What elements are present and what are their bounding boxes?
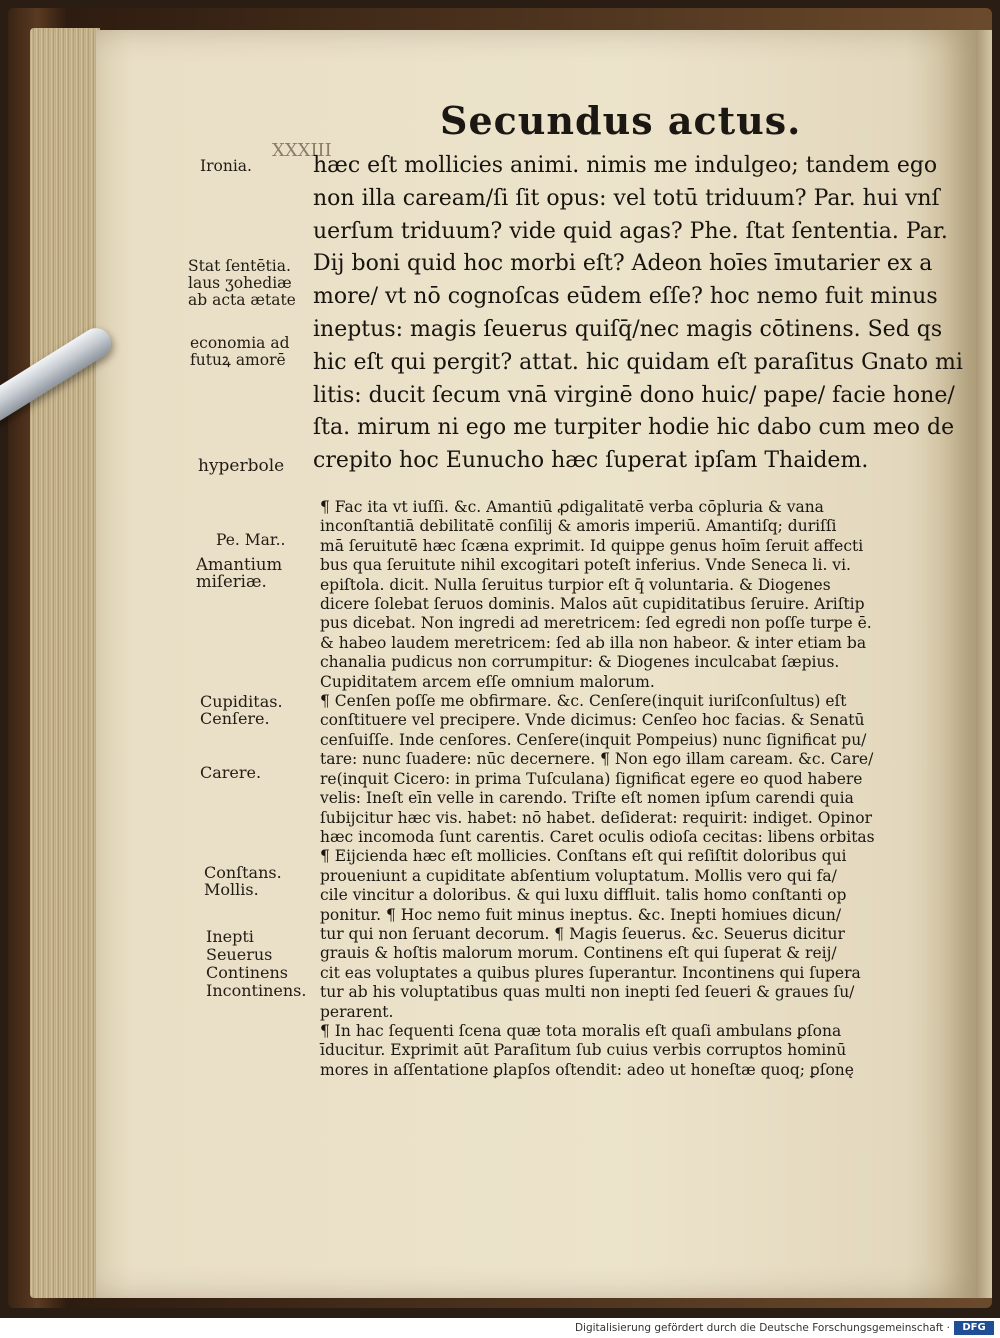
page-edges [30, 28, 100, 1298]
margin-note-hyperbole: hyperbole [198, 456, 285, 476]
main-line: ſta. mirum ni ego me turpiter hodie hic dabo cum meo de [313, 415, 955, 441]
main-line: crepito hoc Eunucho hæc ſuperat ipſam Thaidem. [313, 448, 869, 474]
commentary-line: mā ſeruitutē hæc ſcæna exprimit. Id quippe genus hoīm ſeruit affecti [320, 536, 864, 555]
commentary-line: ſubijcitur hæc vis. habet: nō habet. deſiderat: requirit: indiget. Opinor [320, 808, 873, 827]
commentary-line: ¶ Eijcienda hæc eſt mollicies. Conſtans eſt qui reſiſtit doloribus qui [320, 847, 847, 866]
main-line: litis: ducit ſecum vnā virginē dono huic/ pape/ facie hone/ [313, 382, 955, 408]
commentary-line: ¶ In hac ſequenti ſcena quæ tota moralis eſt quaſi ambulans ꝑſona [320, 1021, 842, 1040]
margin-note-economia: economia ad futuꝝ amorē [190, 334, 290, 369]
folio-number: XXXIII [272, 140, 332, 161]
commentary-line: chanalia pudicus non corrumpitur: & Diogenes inculcabat ſæpius. [320, 653, 840, 672]
commentary-line: hæc incomoda ſunt carentis. Caret oculis odioſa cecitas: libens orbitas [320, 827, 875, 846]
commentary-line: grauis & hoſtis malorum morum. Continens eſt qui ſuperat & reij/ [320, 944, 837, 963]
commentary-line: re(inquit Cicero: in prima Tuſculana) ſignificat egere eo quod habere [320, 769, 863, 788]
margin-note-pe-mar: Pe. Mar.. [216, 531, 286, 549]
margin-note-inepti: Inepti Seuerus Continens Incontinens. [206, 927, 307, 1000]
commentary-line: ¶ Fac ita vt iuſſi. &c. Amantiū ꝓdigalitatē verba cōpluria & vana [320, 498, 824, 516]
commentary-line: Cupiditatem arcem eſſe omnium malorum. [320, 672, 655, 691]
main-line: uerſum triduum? vide quid agas? Phe. ſtat ſententia. Par. [313, 218, 948, 244]
dfg-logo: DFG [954, 1321, 994, 1335]
commentary-line: tur ab his voluptatibus quas multi non inepti ſed ſeueri & graues ſu/ [320, 983, 855, 1002]
main-line: hæc eſt mollicies animi. nimis me indulgeo; tandem ego [313, 153, 938, 178]
commentary-line: ponitur. ¶ Hoc nemo fuit minus ineptus. &c. Inepti homiues dicun/ [320, 905, 842, 924]
commentary-line: inconſtantiā debilitatē conſilij & amoris imperiū. Amantiſq; duriſſi [320, 517, 837, 536]
margin-note-constans: Conſtans. Mollis. [204, 863, 282, 899]
commentary-line: bus qua ſeruitute nihil excogitari poteſt inferius. Vnde Seneca li. vi. [320, 556, 851, 575]
commentary-line: epiſtola. dicit. Nulla ſeruitus turpior eſt q̄ voluntaria. & Diogenes [320, 575, 831, 594]
margin-note-stat-sententia: Stat ſentētia. laus ʒohediæ ab acta ætate [188, 257, 296, 309]
commentary-line: cit eas voluptates a quibus plures ſuperantur. Incontinens qui ſupera [320, 963, 861, 982]
commentary-line: dicere ſolebat ſeruos dominis. Malos aūt cupiditatibus ſeruire. Ariſtip [320, 595, 865, 614]
main-line: ineptus: magis ſeuerus quiſq̄/nec magis cōtinens. Sed qs [313, 316, 943, 342]
commentary-block [320, 498, 915, 1080]
main-line: Dij boni quid hoc morbi eſt? Adeon hoīes īmutarier ex a [313, 251, 933, 277]
commentary-line: & habeo laudem meretricem: ſed ab illa non habeor. & inter etiam ba [320, 633, 867, 652]
commentary-line: cenſuiſſe. Inde cenſores. Cenſere(inquit Pompeius) nunc ſignificat pu/ [320, 730, 867, 749]
main-line: hic eſt qui pergit? attat. hic quidam eſt paraſitus Gnato mi [313, 349, 963, 375]
margin-note-amantium: Amantium miſeriæ. [196, 555, 283, 591]
commentary-line: cile vincitur a doloribus. & qui luxu diffluit. talis homo conſtanti op [320, 886, 847, 905]
main-text-block [313, 150, 963, 478]
commentary-line: proueniunt a cupiditate abſentium voluptatum. Mollis vero qui fa/ [320, 866, 837, 885]
margin-note-ironia: Ironia. [200, 157, 252, 175]
margin-note-cupiditas: Cupiditas. Cenſere. [200, 692, 283, 728]
main-line: non illa caream/ſi ſit opus: vel totū triduum? Par. hui vnſ [313, 185, 940, 211]
main-line: more/ vt nō cognoſcas eūdem eſſe? hoc nemo fuit minus [313, 284, 938, 310]
running-head: Secundus actus. [440, 98, 802, 143]
commentary-line: tur qui non ſeruant decorum. ¶ Magis ſeuerus. &c. Seuerus dicitur [320, 924, 845, 943]
footer-credit: Digitalisierung gefördert durch die Deutsche Forschungsgemeinschaft · [574, 1322, 950, 1334]
commentary-line: perarent. [320, 1002, 394, 1021]
commentary-line: ¶ Cenſen poſſe me obfirmare. &c. Cenſere(inquit iuriſconſultus) eſt [320, 692, 847, 711]
commentary-line: mores in aſſentatione ꝑlapſos oſtendit: adeo ut honeſtæ quoq; ꝑſonę [320, 1060, 854, 1079]
commentary-line: tare: nunc ſuadere: nūc decernere. ¶ Non ego illam caream. &c. Care/ [320, 750, 874, 769]
margin-note-carere: Carere. [200, 763, 262, 782]
commentary-line: velis: Ineſt eīn velle in carendo. Triſte eſt nomen ipſum carendi quia [320, 789, 854, 808]
commentary-line: īducitur. Exprimit aūt Paraſitum ſub cuius verbis corruptos hominū [320, 1041, 847, 1060]
commentary-line: pus dicebat. Non ingredi ad meretricem: ſed egredi non poſſe turpe ē. [320, 614, 872, 633]
commentary-line: conſtituere vel precipere. Vnde dicimus: Cenſeo hoc facias. & Senatū [320, 711, 865, 730]
